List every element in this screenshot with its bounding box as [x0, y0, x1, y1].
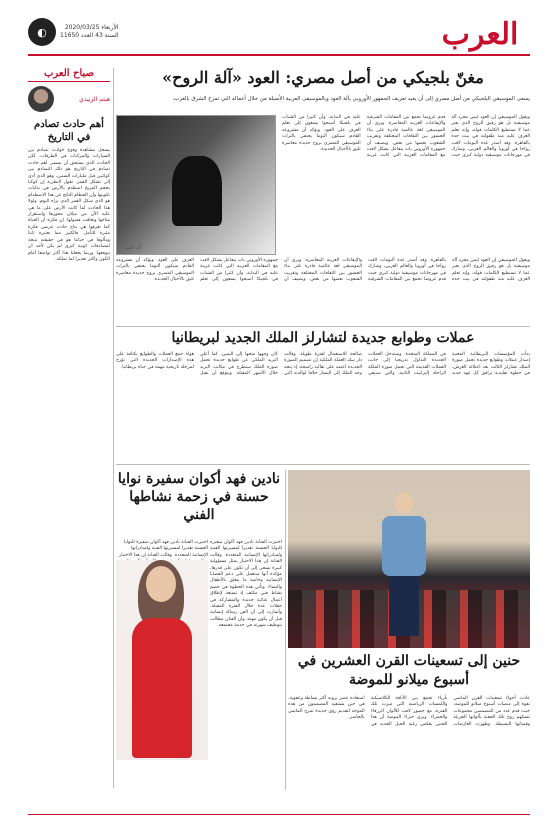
column-title: أهم حادث تصادم في التاريخ — [34, 119, 104, 143]
model-figure — [374, 492, 434, 642]
article3-body: اختيرت الفنانة نادين فهد أكوان سفيرة للنوايا الحسنة تقديرا لمسيرتها الفنية ولمبادراتها الإنسانية المتعددة. وقالت الفنانة إن هذا الاختيار يمثل مسؤولية كبيرة تسعى إلى أن تكون على قدرها، مؤكدة أنها ستعمل على دعم القضايا الإنسانية وخاصة ما يتعلق بالأطفال والنساء. وتأتي هذه الخطوة في خضم نشاط فني مكثف إذ تستعد لإطلاق أعمال غنائية جديدة والمشاركة في حفلات عدة خلال الفترة المقبلة. وأشارت إلى أن الفن رسالة إنسانية قبل أن يكون مهنة، وأن الفنان مطالب بتوظيف شهرته في خدمة مجتمعه. — [210, 540, 282, 629]
singer-photo — [116, 560, 208, 760]
author-name: هيثم الزبيدي — [79, 95, 110, 103]
article1-photo — [116, 115, 276, 255]
article3-headline: نادين فهد أكوان سفيرة نوايا حسنة في زحمة نشاطها الفني — [117, 471, 281, 523]
column-divider — [113, 68, 114, 788]
column-divider — [285, 470, 286, 790]
issue-info — [28, 14, 158, 50]
musician-figure — [172, 156, 222, 226]
column-name: صباح العرب — [28, 68, 110, 82]
article2-headline: عملات وطوابع جديدة لتشارلز الملك الجديد لبريطانيا — [171, 330, 475, 346]
section-divider — [116, 326, 530, 327]
brand-circle-icon: ◐ — [28, 18, 56, 46]
masthead — [28, 10, 530, 60]
logo-text: العرب — [441, 16, 519, 52]
section-divider — [116, 464, 530, 465]
column-body: يسجل مشاهدة وقوع حوادث تصادم بين السيارات والمركبات في الطرقات. لكن الحادث الذي يستحق أن يسمى أهم حادث تصادم في التاريخ هو ذلك التصادم بين كوكبين قبل مليارات السنين، وهو الذي أدى إلى تشكل القمر. تقول النظرية إن كوكبا بحجم المريخ اصطدم بالأرض في بدايات تكوينها وأن الحطام الناتج عن هذا الاصطدام هو الذي شكل القمر الذي نراه اليوم. ولولا هذا الحادث لما كانت الأرض على ما هي عليه الآن من ميلان محورها واستقرار مناخها وتعاقب فصولها. إن فكرة أن الحياة كما نعرفها هي نتاج حادث عرضي فكرة مثيرة للتأمل. فالكثير مما نعتبره ثابتا ومألوفا في حياتنا هو في حقيقته نتيجة لمصادفات كونية كبرى لم يكن لأحد أن يتوقعها. وربما يجعلنا هذا أكثر تواضعا أمام الكون وأكثر تقديرا لما نملكه. — [28, 148, 110, 262]
issue-date: الأربعاء 2020/03/25 — [64, 24, 119, 31]
article1-headline: مغنّ بلجيكي من أصل مصري: العود «آلة الروح» — [162, 68, 484, 87]
article1-body: ويقول الموسيقي إن العود ليس مجرد آلة موسيقية بل هو رفيق الروح الذي يعبر عما لا تستطيع الكلمات قوله، وإنه تعلم العزف عليه منذ طفولته في بيت جده بالقاهرة. وقد أصدر عدة ألبومات لاقت رواجا في أوروبا والعالم العربي، وشارك في مهرجانات موسيقية دولية كبرى حيث قدم عروضا تجمع بين المقامات الشرقية والإيقاعات الغربية المعاصرة. ويرى أن الموسيقى لغة عالمية قادرة على بناء الجسور بين الثقافات المختلفة وتقريب الشعوب بعضها من بعض. ويضيف أن جمهوره الأوروبي بات يتفاعل بشكل لافت مع المقامات العربية التي كانت غريبة عليه في البداية، وأن كثيرا من الشباب في بلجيكا أصبحوا يسعون إلى تعلم العزف على العود. ويؤكد أن مشروعه القادم سيكون ألبوما يحتفي بالتراث الموسيقي المصري بروح جديدة معاصرة تليق بالأجيال الجديدة. — [282, 115, 530, 159]
article1-body-continued: ويقول الموسيقي إن العود ليس مجرد آلة موسيقية بل هو رفيق الروح الذي يعبر عما لا تستطيع الكلمات قوله، وإنه تعلم العزف عليه منذ طفولته في بيت جده بالقاهرة. وقد أصدر عدة ألبومات لاقت رواجا في أوروبا والعالم العربي، وشارك في مهرجانات موسيقية دولية كبرى حيث قدم عروضا تجمع بين المقامات الشرقية والإيقاعات الغربية المعاصرة. ويرى أن الموسيقى لغة عالمية قادرة على بناء الجسور بين الثقافات المختلفة وتقريب الشعوب بعضها من بعض. ويضيف أن جمهوره الأوروبي بات يتفاعل بشكل لافت مع المقامات العربية التي كانت غريبة عليه في البداية، وأن كثيرا من الشباب في بلجيكا أصبحوا يسعون إلى تعلم العزف على العود. ويؤكد أن مشروعه القادم سيكون ألبوما يحتفي بالتراث الموسيقي المصري بروح جديدة معاصرة تليق بالأجيال الجديدة. — [116, 258, 530, 283]
author-avatar — [28, 86, 54, 112]
article4-headline: حنين إلى تسعينات القرن العشرين في أسبوع ميلانو للموضة — [297, 653, 521, 688]
fashion-photo — [288, 470, 530, 648]
photo-caption: آلة العود — [124, 245, 142, 251]
newspaper-logo — [430, 12, 530, 52]
issue-number: السنة 43 العدد 11650 — [60, 32, 119, 39]
article3-intro: اختيرت الفنانة نادين فهد أكوان سفيرة للنوايا الحسنة تقديرا لمسيرتها الفنية ولمبادراتها الإنسانية المتعددة. وقالت الفنانة إن هذا الاختيار — [119, 540, 208, 558]
article1-lead: يسعى الموسيقي البلجيكي من أصل مصري إلى أن يعيد تعريف الجمهور الأوروبي بآلة العود وبالموسيقى العربية الأصيلة من خلال أعماله التي تمزج الشرق بالغرب. — [172, 96, 530, 102]
article4-body: عادت أجواء تسعينات القرن الماضي بقوة إلى منصات أسبوع ميلانو للموضة، حيث قدم عدد من المصممين مجموعات تستلهم روح تلك الحقبة بألوانها الجريئة وقصاتها البسيطة. وظهرت العارضات بأزياء تجمع بين الأناقة الكلاسيكية واللمسات الرياضية التي ميزت تلك الفترة، مع حضور لافت للألوان الزرقاء والحمراء. ويرى خبراء الموضة أن هذا الحنين يعكس رغبة الجيل الجديد في استعادة عصر يرونه أكثر بساطة وعفوية، في حين يستفيد المصممون من هذه الموجة لتقديم رؤى جديدة تمزج الماضي بالحاضر. — [288, 696, 530, 727]
article2-body: بدأت المؤسسات البريطانية المعنية إصدار عملات وطوابع جديدة تحمل صورة الملك تشارلز الثالث بعد اعتلائه العرش، في خطوة تقليدية ترافق كل عهد جديد في المملكة المتحدة. وستدخل العملات الجديدة التداول تدريجيا إلى جانب العملات القديمة التي تحمل صورة الملكة الراحلة إليزابيث الثانية، والتي ستبقى صالحة للاستعمال لفترة طويلة. وقالت دار سك العملة الملكية إن تصميم الصورة الجديدة اعتمد على تقاليد راسخة، إذ يتجه وجه الملك إلى اليسار خلافا لوالدته التي كان وجهها متجها إلى اليمين. كما أعلن البريد الملكي عن طوابع جديدة تحمل صورة الملك ستطرح في مكاتب البريد خلال الأشهر المقبلة. ويتوقع أن يقبل هواة جمع العملات والطوابع بكثافة على هذه الإصدارات الجديدة التي تؤرخ لمرحلة تاريخية مهمة في حياة بريطانيا. — [116, 352, 530, 377]
opinion-column — [28, 68, 110, 788]
page-footer-rule — [28, 814, 530, 815]
masthead-divider — [28, 54, 530, 56]
